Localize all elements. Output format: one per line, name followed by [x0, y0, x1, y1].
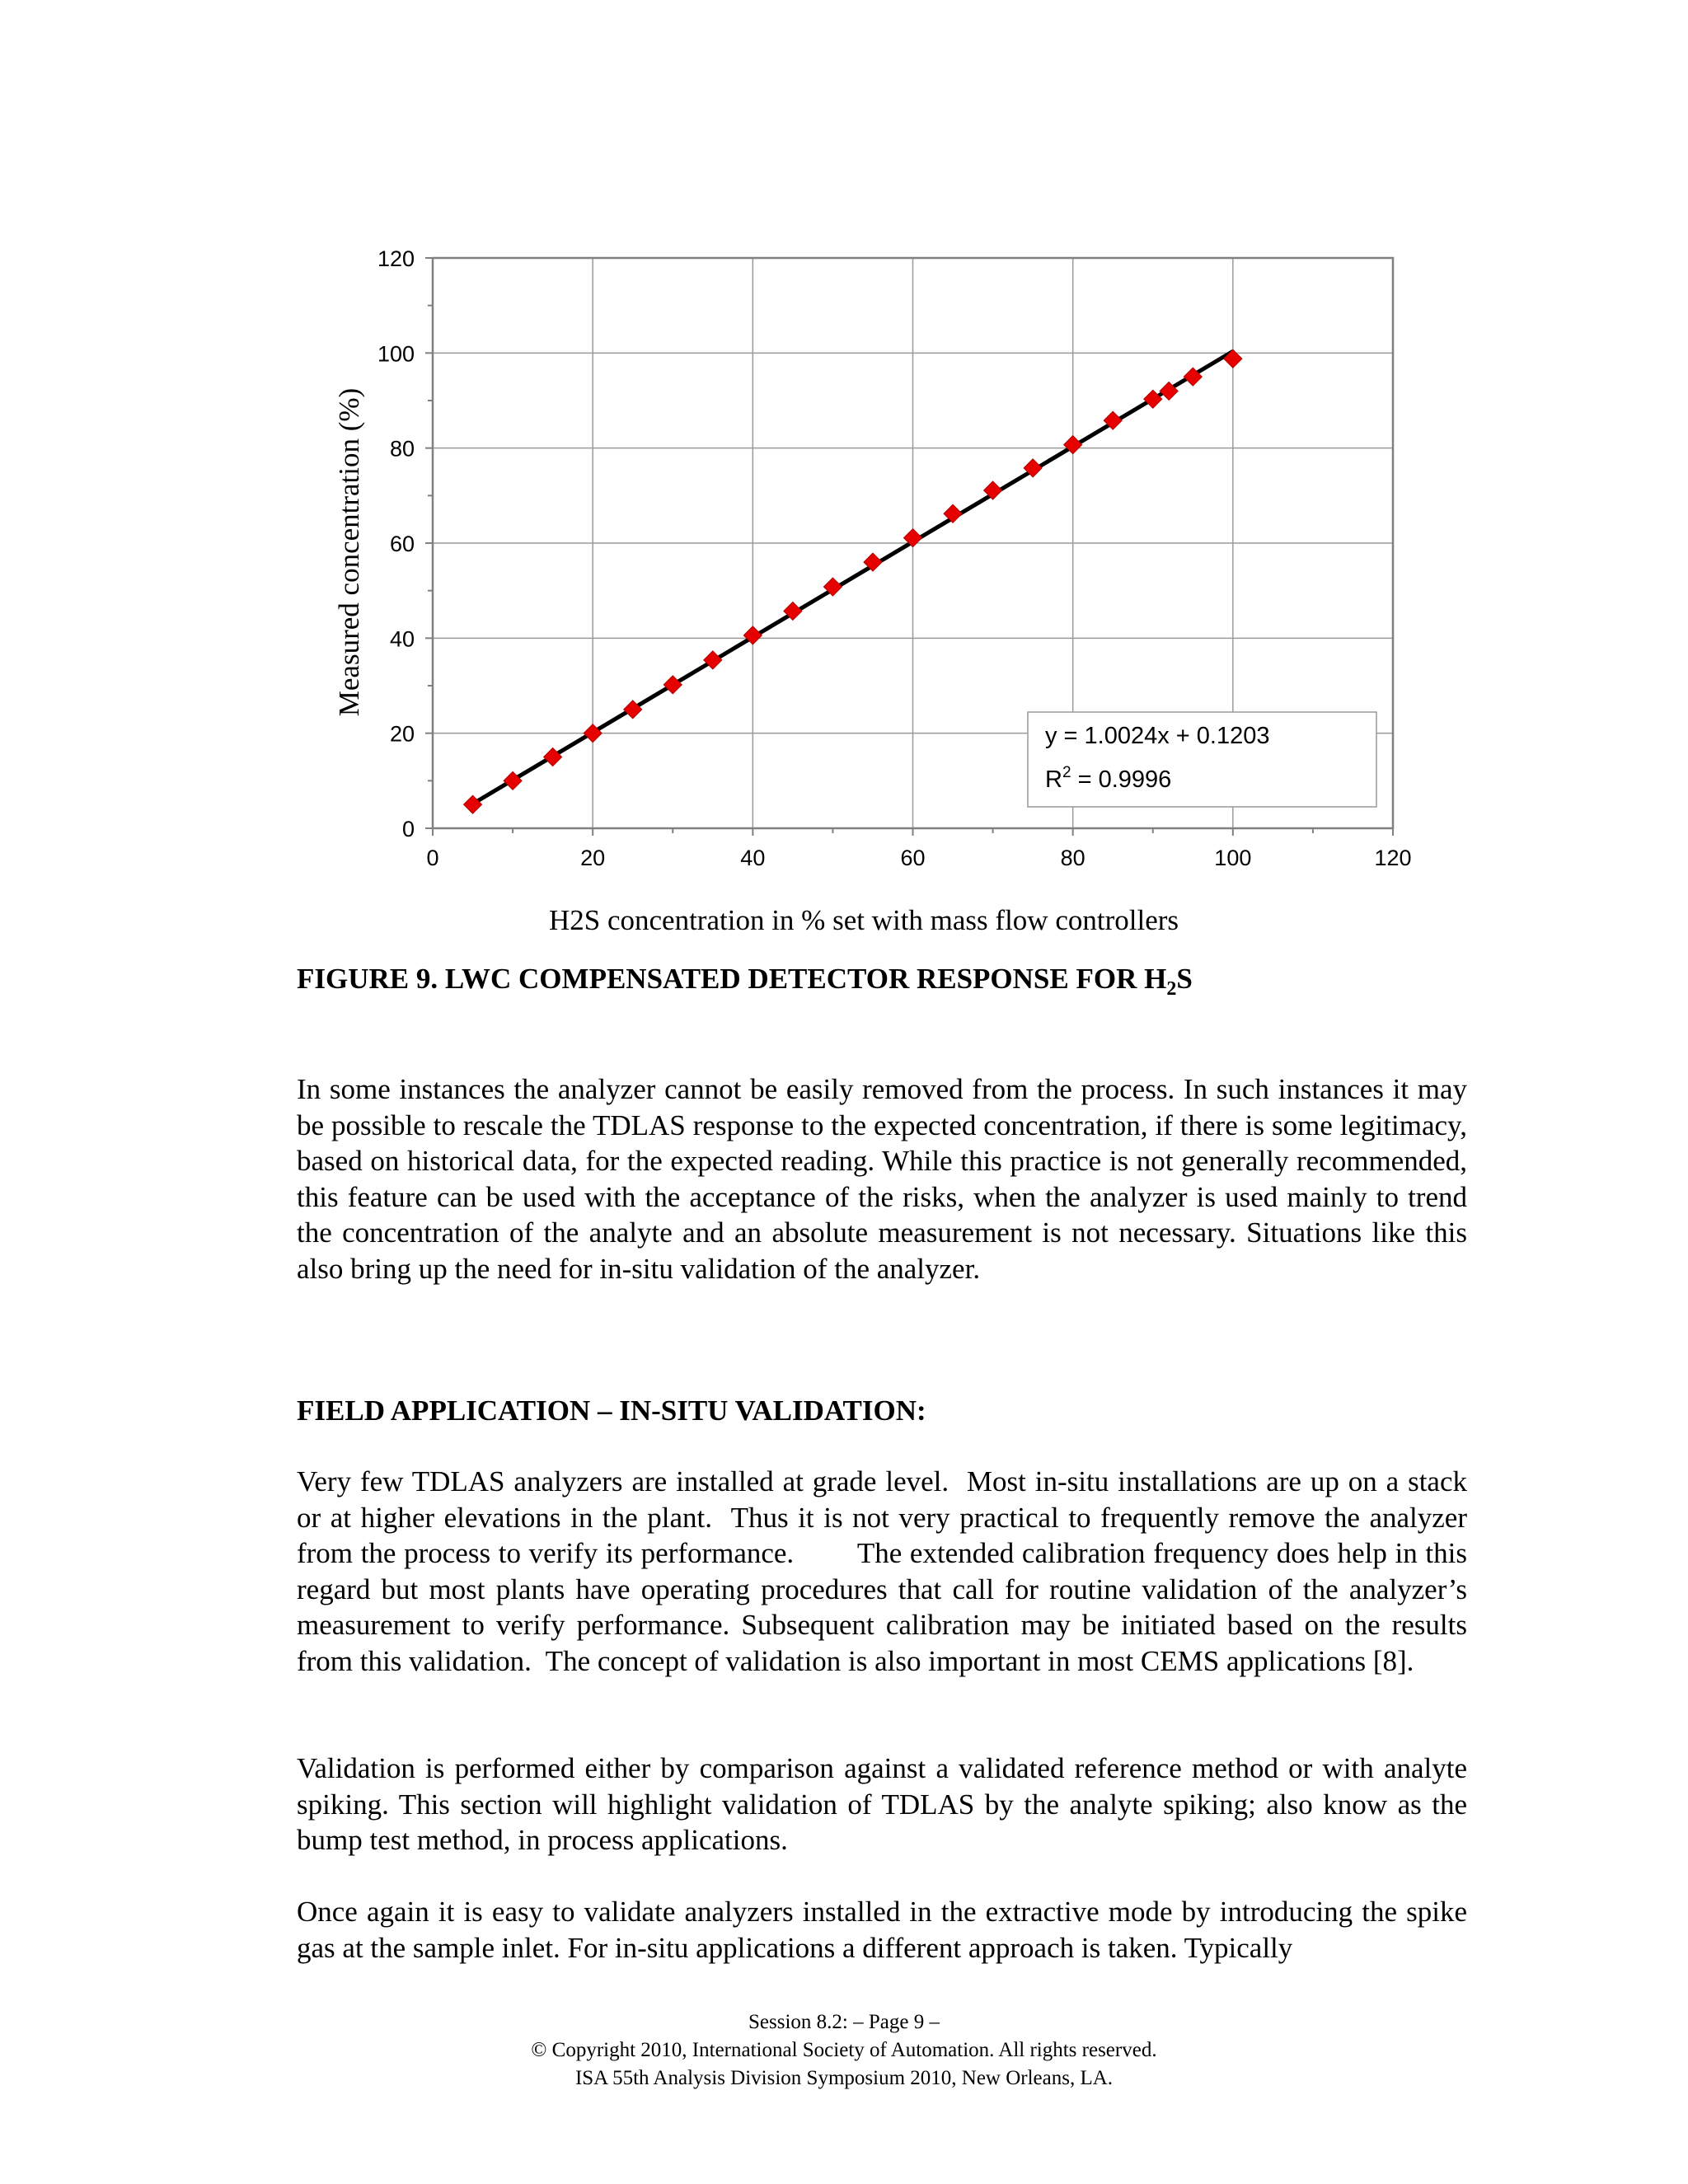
r-squared: $R^2 = 0.9996$ — [1045, 764, 1172, 793]
y-tick-label: 0 — [401, 817, 415, 841]
footer-copyright-line: © Copyright 2010, International Society of Automation. All rights reserved. — [531, 2039, 1157, 2061]
r-squared-exponent: 2 — [1062, 764, 1071, 781]
y-tick-label: 40 — [389, 626, 415, 652]
y-tick-label: 100 — [377, 341, 415, 367]
x-tick-label: 60 — [900, 846, 926, 870]
y-tick-label: 20 — [389, 721, 415, 747]
footer-symposium-line: ISA 55th Analysis Division Symposium 2010, New Orleans, LA. — [574, 2067, 1114, 2089]
r-squared-value: = 0.9996 — [1071, 766, 1172, 793]
figure-9-chart — [0, 0, 1688, 940]
x-tick-label: 0 — [426, 846, 439, 870]
paragraph-3: Validation is performed either by comparison against a validated reference method or with analyte spiking. This section will highlight validation of TDLAS by the analyte spiking; also know as the bump test method, in process applications. — [297, 1752, 1467, 1857]
footer-session-line: Session 8.2: – Page 9 – — [748, 2011, 940, 2033]
paragraph-1: In some instances the analyzer cannot be easily removed from the process. In such instances it may be possible to rescale the TDLAS response to the expected concentration, if there is some legitimacy, based on historical data, for the expected reading. While this practice is not generally recommended, this feature can be used with the acceptance of the risks, when the analyzer is used mainly to trend the concentration of the analyte and an absolute measurement is not necessary. Situations like this also bring up the need for in-situ validation of the analyzer. — [297, 1073, 1467, 1285]
y-tick-label: 120 — [377, 246, 415, 271]
trendline-equation: y = 1.0024x + 0.1203 — [1045, 723, 1270, 749]
paragraph-2: Very few TDLAS analyzers are installed at grade level. Most in-situ installations are up on a stack or at higher elevations in the plant. Thus it is not very practical to frequently remove the analyzer from the process to verify its performance. The extended calibration frequency does help in this regard but most plants have operating procedures that call for routine validation of the analyzer’s measurement to verify performance. Subsequent calibration may be initiated based on the results from this validation. The concept of validation is also important in most CEMS applications [8]. — [297, 1465, 1475, 1677]
page-footer — [0, 2008, 1688, 2093]
x-tick-label: 20 — [580, 846, 606, 870]
x-tick-label: 40 — [740, 846, 766, 870]
x-tick-label: 120 — [1374, 846, 1412, 870]
y-axis-title: Measured concentration (%) — [333, 387, 365, 717]
x-tick-label: 100 — [1214, 846, 1252, 870]
caption-subscript: 2 — [1166, 978, 1177, 1000]
figure-caption: FIGURE 9. LWC COMPENSATED DETECTOR RESPONSE FOR $H_2S$ — [297, 963, 1193, 1000]
x-tick-label: 80 — [1060, 846, 1085, 870]
x-axis-title: H2S concentration in % set with mass flow controllers — [548, 904, 1179, 936]
section-heading: FIELD APPLICATION – IN-SITU VALIDATION: — [297, 1394, 926, 1427]
paragraph-4: Once again it is easy to validate analyzers installed in the extractive mode by introducing the spike gas at the sample inlet. For in-situ applications a different approach is taken. Typically — [297, 1896, 1467, 1964]
equation-box — [1028, 712, 1376, 807]
y-tick-label: 80 — [389, 436, 415, 462]
y-tick-label: 60 — [389, 532, 415, 556]
